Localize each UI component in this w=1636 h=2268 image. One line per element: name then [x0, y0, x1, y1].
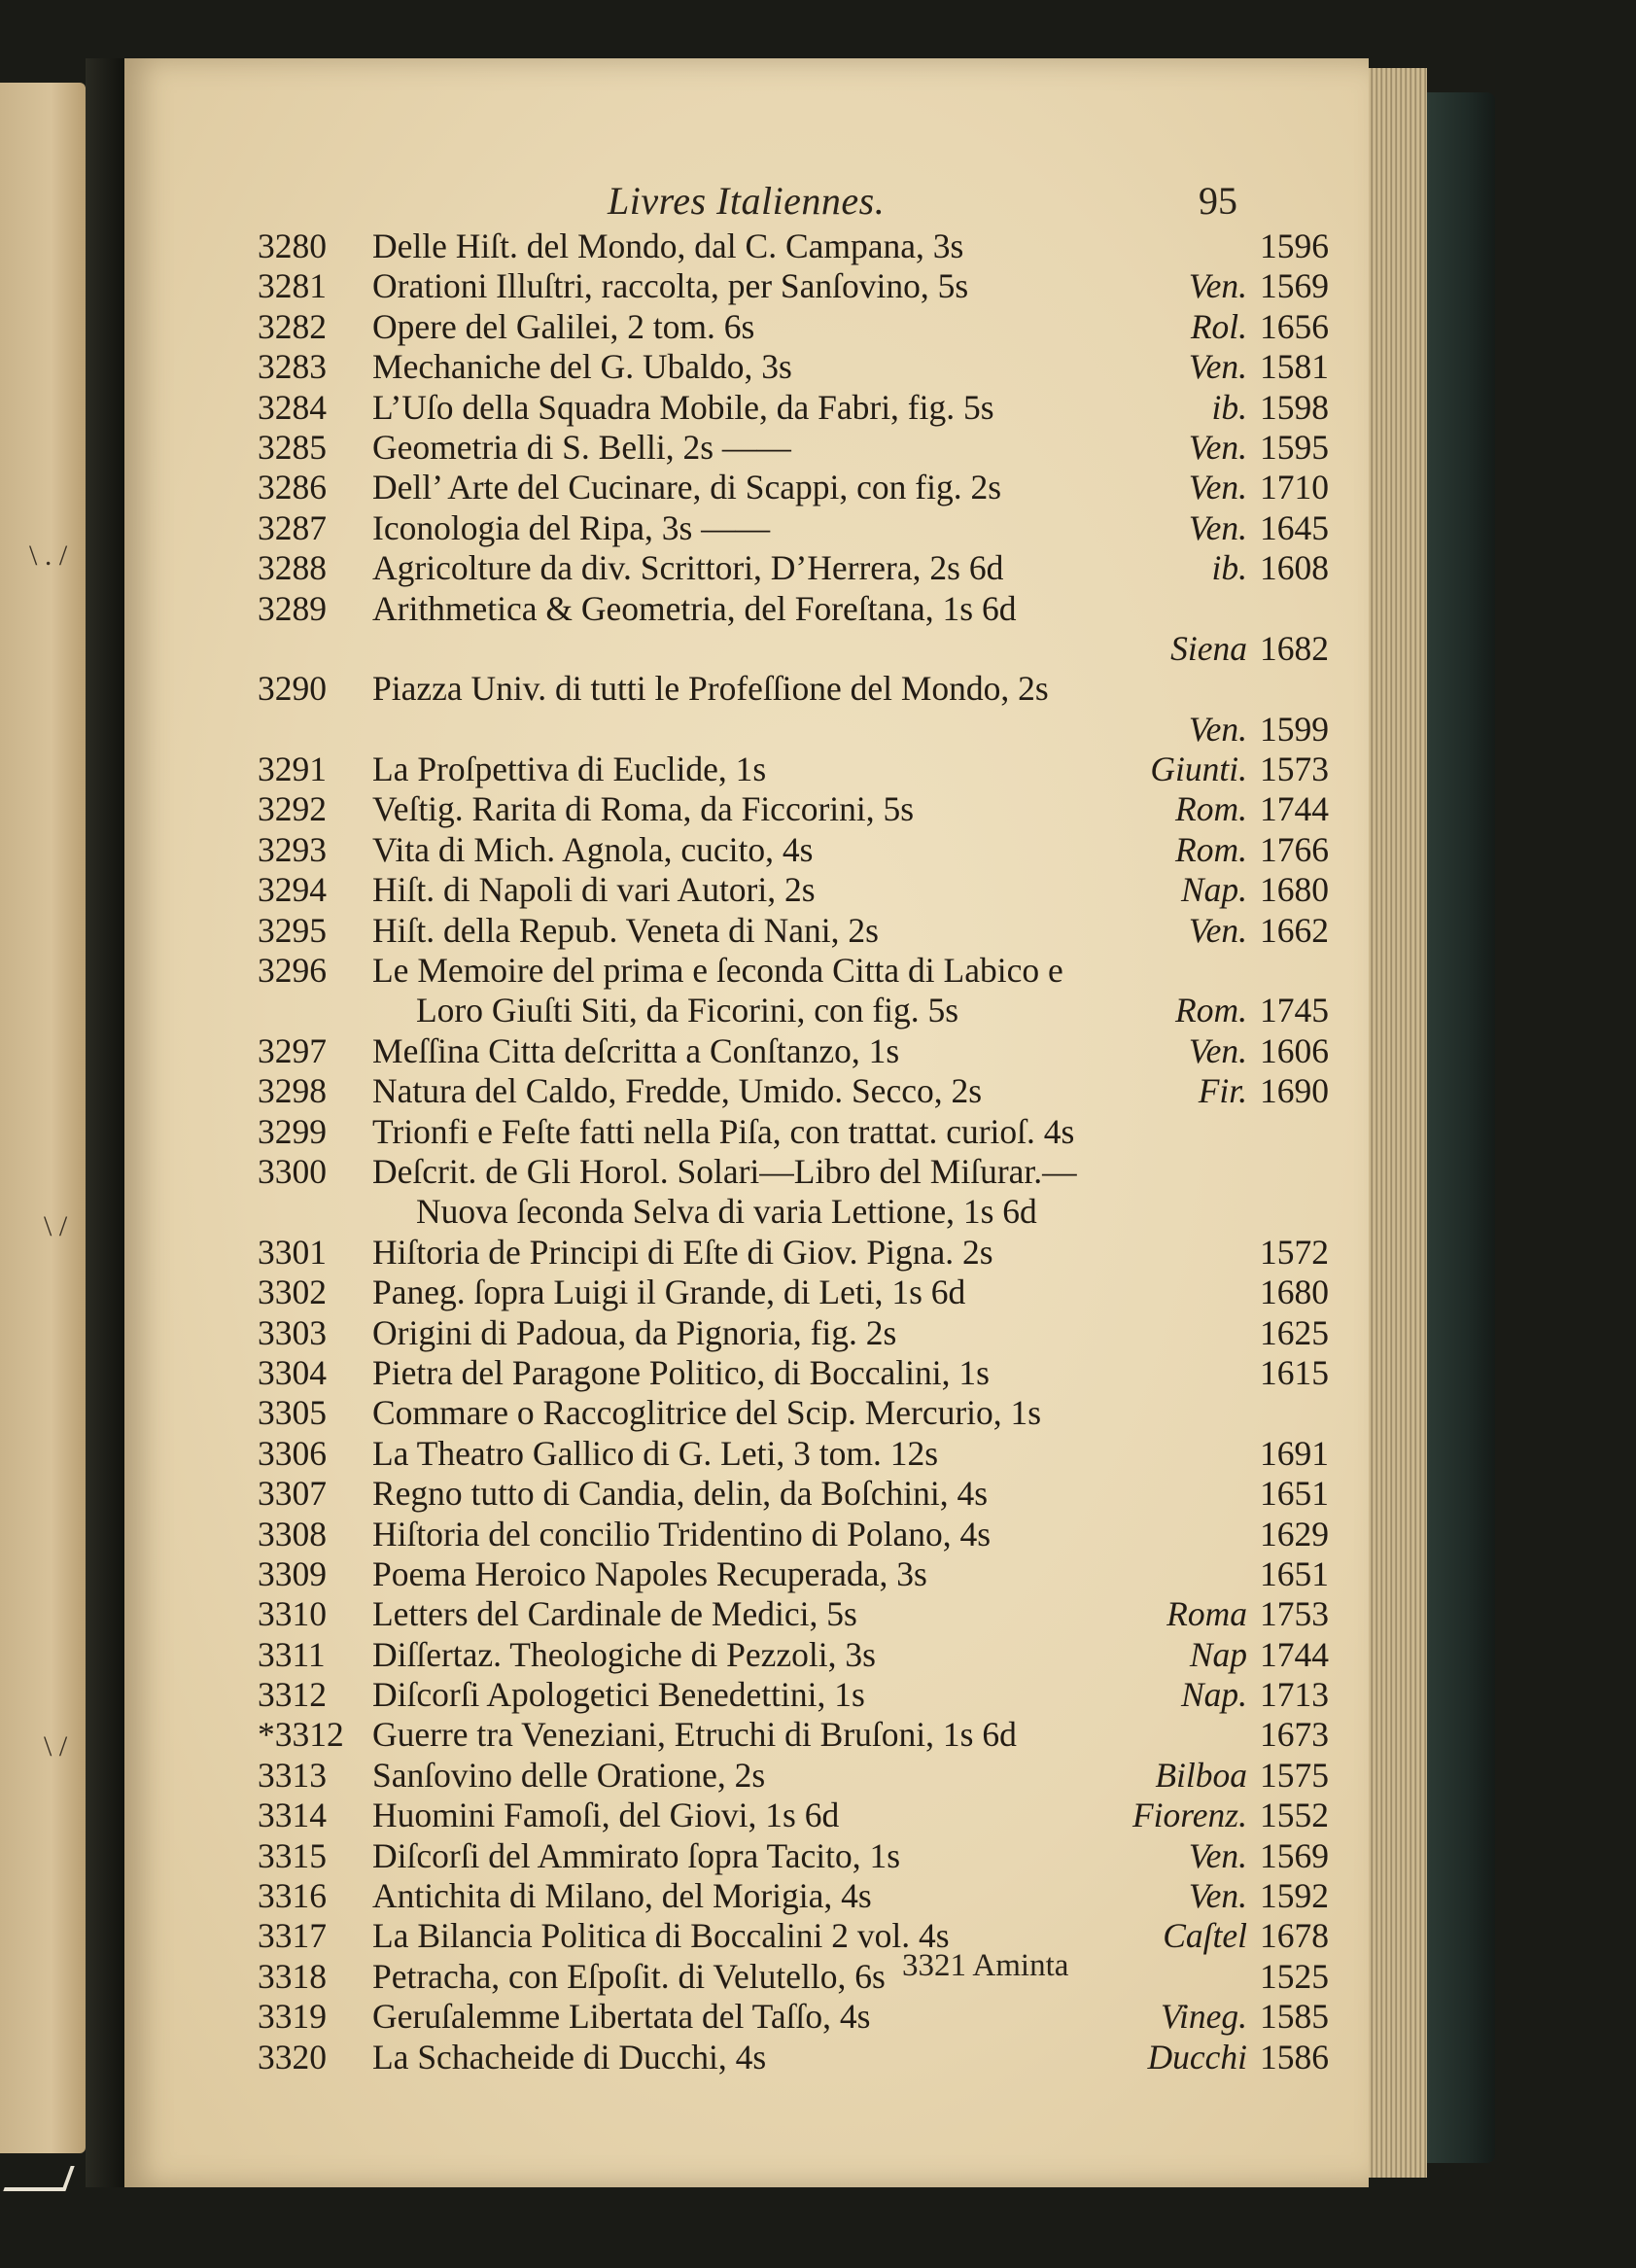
entry-number: 3294 [258, 870, 327, 910]
entry-year: 1599 [1260, 709, 1329, 749]
entry-title: Vita di Mich. Agnola, cucito, 4s [372, 829, 814, 869]
entry-title: Origini di Padoua, da Pignoria, fig. 2s [372, 1312, 897, 1352]
entry-title: Geruſalemme Libertata del Taſſo, 4s [372, 1997, 871, 2037]
page-edges [1369, 68, 1427, 2178]
entry-year: 1710 [1260, 468, 1329, 507]
entry-place: Fir. [1198, 1071, 1247, 1111]
entry-title: Diſcorſi Apologetici Benedettini, 1s [372, 1675, 865, 1715]
entry-number: 3299 [258, 1111, 327, 1151]
entry-year: 1753 [1260, 1594, 1329, 1634]
entry-title: Deſcrit. de Gli Horol. Solari—Libro del Miſurar.— [372, 1151, 1077, 1191]
catalogue-entry [124, 266, 1369, 306]
entry-number: 3281 [258, 266, 327, 306]
catalogue-entry [124, 1554, 1369, 1594]
entry-title: Hiſt. della Repub. Veneta di Nani, 2s [372, 910, 879, 950]
entry-title: Poema Heroico Napoles Recuperada, 3s [372, 1553, 927, 1593]
catalogue-entry [124, 830, 1369, 870]
entry-year: 1713 [1260, 1675, 1329, 1715]
catalogue-entry [124, 1393, 1369, 1433]
entry-number: 3282 [258, 306, 327, 346]
entry-year: 1766 [1260, 829, 1329, 869]
catalogue-entry [124, 227, 1369, 266]
catalogue-entry [124, 991, 1369, 1030]
entry-number: 3287 [258, 507, 327, 547]
entry-number: 3316 [258, 1876, 327, 1916]
catalogue-entry [124, 2038, 1369, 2077]
entry-number: 3310 [258, 1594, 327, 1634]
entry-title: Iconologia del Ripa, 3s —— [372, 507, 771, 547]
entry-number: 3284 [258, 387, 327, 427]
entry-number: 3301 [258, 1232, 327, 1272]
entry-number: 3288 [258, 548, 327, 588]
entry-year: 1581 [1260, 347, 1329, 387]
entry-place: Ven. [1188, 1835, 1247, 1875]
entry-place: Rom. [1175, 789, 1247, 829]
catalogue-entry [124, 1152, 1369, 1192]
entry-place: Ven. [1188, 507, 1247, 547]
catalogue-entry [124, 1836, 1369, 1876]
entry-title: Natura del Caldo, Fredde, Umido. Secco, 2s [372, 1071, 983, 1111]
entry-place: Nap. [1180, 870, 1247, 910]
entry-number: 3296 [258, 951, 327, 991]
entry-year: 1606 [1260, 1030, 1329, 1070]
entry-year: 1680 [1260, 1273, 1329, 1312]
entry-title: Huomini Famoſi, del Giovi, 1s 6d [372, 1796, 840, 1835]
entry-title: La Schacheide di Ducchi, 4s [372, 2037, 767, 2076]
entry-title: Opere del Galilei, 2 tom. 6s [372, 306, 755, 346]
catalogue-entry [124, 1796, 1369, 1835]
catalogue-entry [124, 1515, 1369, 1554]
catalogue-entry [124, 508, 1369, 548]
entry-year: 1569 [1260, 266, 1329, 306]
entry-title: Guerre tra Veneziani, Etruchi di Bruſoni, 1s 6d [372, 1715, 1017, 1755]
catalogue-entry [124, 347, 1369, 387]
entry-number: 3313 [258, 1755, 327, 1795]
catalogue-entry [124, 428, 1369, 468]
entry-place: ib. [1211, 387, 1247, 427]
catalogue-entry [124, 1233, 1369, 1273]
entry-year: 1645 [1260, 507, 1329, 547]
entry-title: Meſſina Citta deſcritta a Conſtanzo, 1s [372, 1030, 900, 1070]
entry-place: Ven. [1188, 347, 1247, 387]
entry-year: 1682 [1260, 628, 1329, 668]
entry-title: La Proſpettiva di Euclide, 1s [372, 750, 767, 789]
entry-year: 1744 [1260, 1634, 1329, 1674]
entry-place: Roma [1166, 1594, 1247, 1634]
entry-title: Piazza Univ. di tutti le Profeſſione del Mondo, 2s [372, 669, 1049, 709]
entry-number: 3295 [258, 910, 327, 950]
catalogue-entry [124, 1031, 1369, 1071]
entry-year: 1662 [1260, 910, 1329, 950]
entry-year: 1656 [1260, 306, 1329, 346]
entry-number: 3280 [258, 227, 327, 265]
entry-number: 3319 [258, 1997, 327, 2037]
entry-number: 3286 [258, 468, 327, 507]
entry-title: Delle Hiſt. del Mondo, dal C. Campana, 3s [372, 227, 964, 265]
catalogue-entry [124, 1635, 1369, 1675]
catalogue-entry [124, 669, 1369, 709]
entry-number: 3293 [258, 829, 327, 869]
entry-year: 1744 [1260, 789, 1329, 829]
entry-title: Arithmetica & Geometria, del Foreſtana, 1s 6d [372, 588, 1017, 628]
entry-number: 3302 [258, 1273, 327, 1312]
entry-year: 1598 [1260, 387, 1329, 427]
entry-number: 3283 [258, 347, 327, 387]
catalogue-entry [124, 789, 1369, 829]
entry-year: 1595 [1260, 427, 1329, 467]
catalogue-entry [124, 1876, 1369, 1916]
catalogue-entry [124, 1474, 1369, 1514]
entry-title: Veſtig. Rarita di Roma, da Ficcorini, 5s [372, 789, 915, 829]
catalogue-entry [124, 870, 1369, 910]
catalogue-entry [124, 307, 1369, 347]
entry-year: 1575 [1260, 1755, 1329, 1795]
entry-year: 1629 [1260, 1514, 1329, 1553]
entry-place: Ven. [1188, 266, 1247, 306]
catalogue-entry [124, 951, 1369, 991]
entry-title: Hiſtoria del concilio Tridentino di Polano, 4s [372, 1514, 992, 1553]
entry-title: Commare o Raccoglitrice del Scip. Mercurio, 1s [372, 1393, 1042, 1433]
entry-year: 1586 [1260, 2037, 1329, 2076]
entry-title: Petracha, con Eſpoſit. di Velutello, 6s [372, 1956, 886, 1996]
entry-number: 3307 [258, 1474, 327, 1514]
catalogue-entry [124, 1997, 1369, 2037]
entry-number: 3298 [258, 1071, 327, 1111]
entry-place: Ven. [1188, 910, 1247, 950]
entry-number: *3312 [258, 1715, 344, 1755]
catalogue-entry [124, 750, 1369, 789]
entry-number: 3285 [258, 427, 327, 467]
catalogue-entry [124, 911, 1369, 951]
entry-title: Sanſovino delle Oratione, 2s [372, 1755, 766, 1795]
entry-place: Vineg. [1160, 1997, 1247, 2037]
entry-number: 3292 [258, 789, 327, 829]
catalogue-entry [124, 629, 1369, 669]
catalogue-entry [124, 589, 1369, 629]
entry-place: Ven. [1188, 427, 1247, 467]
entry-number: 3314 [258, 1796, 327, 1835]
entry-year: 1596 [1260, 227, 1329, 265]
corner-mark [3, 2166, 74, 2191]
entry-year: 1573 [1260, 750, 1329, 789]
entry-year: 1678 [1260, 1916, 1329, 1956]
entry-title: Agricolture da div. Scrittori, D’Herrera, 2s 6d [372, 548, 1004, 588]
catalogue-entry [124, 1675, 1369, 1715]
entry-number: 3320 [258, 2037, 327, 2076]
entry-title: Hiſt. di Napoli di vari Autori, 2s [372, 870, 816, 910]
entry-number: 3312 [258, 1675, 327, 1715]
entry-place: ib. [1211, 548, 1247, 588]
entry-place: Giunti. [1150, 750, 1247, 789]
entry-title: Hiſtoria de Principi di Eſte di Giov. Pigna. 2s [372, 1232, 993, 1272]
entry-year: 1572 [1260, 1232, 1329, 1272]
entry-place: Nap [1189, 1634, 1247, 1674]
catalogue-entry [124, 1112, 1369, 1152]
catalogue-entries [124, 227, 1369, 2077]
entry-number: 3290 [258, 669, 327, 709]
entry-year: 1585 [1260, 1997, 1329, 2037]
margin-mark: \ . / [29, 540, 68, 572]
entry-place: Ven. [1188, 1030, 1247, 1070]
entry-number: 3309 [258, 1553, 327, 1593]
entry-year: 1745 [1260, 991, 1329, 1030]
entry-year: 1651 [1260, 1553, 1329, 1593]
entry-title: Paneg. ſopra Luigi il Grande, di Leti, 1s 6d [372, 1273, 966, 1312]
entry-number: 3291 [258, 750, 327, 789]
entry-year: 1625 [1260, 1312, 1329, 1352]
entry-title: Letters del Cardinale de Medici, 5s [372, 1594, 857, 1634]
entry-title: La Bilancia Politica di Boccalini 2 vol. 4s [372, 1916, 950, 1956]
catalogue-entry [124, 1273, 1369, 1312]
entry-title: Diſſertaz. Theologiche di Pezzoli, 3s [372, 1634, 876, 1674]
entry-place: Ven. [1188, 1876, 1247, 1916]
entry-number: 3303 [258, 1312, 327, 1352]
entry-place: Fiorenz. [1132, 1796, 1247, 1835]
entry-place: Ducchi [1147, 2037, 1247, 2076]
entry-title: Dell’ Arte del Cucinare, di Scappi, con fig. 2s [372, 468, 1002, 507]
catalogue-entry [124, 548, 1369, 588]
entry-place: Bilboa [1155, 1755, 1247, 1795]
entry-number: 3315 [258, 1835, 327, 1875]
entry-number: 3306 [258, 1433, 327, 1473]
facing-page-edge [0, 83, 86, 2153]
entry-number: 3297 [258, 1030, 327, 1070]
catalogue-entry [124, 1715, 1369, 1755]
entry-place: Caſtel [1163, 1916, 1247, 1956]
margin-mark: \ / [44, 1210, 68, 1242]
catalogue-entry [124, 388, 1369, 428]
entry-title: Geometria di S. Belli, 2s —— [372, 427, 791, 467]
entry-title: Orationi Illuſtri, raccolta, per Sanſovino, 5s [372, 266, 969, 306]
entry-title: Loro Giuſti Siti, da Ficorini, con fig. 5s [416, 991, 959, 1030]
catalogue-entry [124, 1756, 1369, 1796]
entry-title: Nuova ſeconda Selva di varia Lettione, 1s 6d [416, 1192, 1037, 1232]
entry-year: 1690 [1260, 1071, 1329, 1111]
entry-place: Siena [1170, 628, 1247, 668]
entry-title: Mechaniche del G. Ubaldo, 3s [372, 347, 792, 387]
entry-number: 3308 [258, 1514, 327, 1553]
entry-title: L’Uſo della Squadra Mobile, da Fabri, fig. 5s [372, 387, 994, 427]
entry-year: 1552 [1260, 1796, 1329, 1835]
entry-number: 3317 [258, 1916, 327, 1956]
catalogue-entry [124, 1353, 1369, 1393]
catalogue-entry [124, 710, 1369, 750]
running-title: Livres Italiennes. [608, 179, 886, 223]
entry-number: 3305 [258, 1393, 327, 1433]
entry-place: Rom. [1175, 829, 1247, 869]
catalogue-entry [124, 1594, 1369, 1634]
catalogue-entry [124, 1192, 1369, 1232]
entry-year: 1615 [1260, 1352, 1329, 1392]
entry-year: 1592 [1260, 1876, 1329, 1916]
entry-year: 1608 [1260, 548, 1329, 588]
catalogue-entry [124, 1916, 1369, 1956]
entry-title: Trionfi e Feſte fatti nella Piſa, con trattat. curioſ. 4s [372, 1111, 1075, 1151]
catalogue-entry [124, 1313, 1369, 1353]
entry-title: Antichita di Milano, del Morigia, 4s [372, 1876, 872, 1916]
entry-place: Rom. [1175, 991, 1247, 1030]
margin-mark: \ / [44, 1730, 68, 1762]
entry-number: 3311 [258, 1634, 326, 1674]
catalogue-entry [124, 1957, 1369, 1997]
catalogue-entry [124, 468, 1369, 507]
entry-title: La Theatro Gallico di G. Leti, 3 tom. 12s [372, 1433, 939, 1473]
entry-year: 1673 [1260, 1715, 1329, 1755]
entry-number: 3318 [258, 1956, 327, 1996]
entry-number: 3289 [258, 588, 327, 628]
entry-number: 3304 [258, 1352, 327, 1392]
entry-title: Pietra del Paragone Politico, di Boccalini, 1s [372, 1352, 990, 1392]
book-gutter [86, 58, 124, 2187]
entry-year: 1680 [1260, 870, 1329, 910]
entry-title: Regno tutto di Candia, delin, da Boſchini, 4s [372, 1474, 989, 1514]
entry-year: 1569 [1260, 1835, 1329, 1875]
catchword: 3321 Aminta [902, 1948, 1069, 1983]
page-number: 95 [1199, 179, 1237, 223]
entry-place: Ven. [1188, 709, 1247, 749]
entry-year: 1651 [1260, 1474, 1329, 1514]
book-cover [1427, 92, 1495, 2163]
entry-year: 1691 [1260, 1433, 1329, 1473]
entry-year: 1525 [1260, 1956, 1329, 1996]
entry-number: 3300 [258, 1151, 327, 1191]
catalogue-entry [124, 1434, 1369, 1474]
entry-place: Nap. [1180, 1675, 1247, 1715]
entry-title: Diſcorſi del Ammirato ſopra Tacito, 1s [372, 1835, 901, 1875]
catalogue-entry [124, 1071, 1369, 1111]
entry-title: Le Memoire del prima e ſeconda Citta di Labico e [372, 951, 1063, 991]
entry-place: Rol. [1190, 306, 1247, 346]
entry-place: Ven. [1188, 468, 1247, 507]
